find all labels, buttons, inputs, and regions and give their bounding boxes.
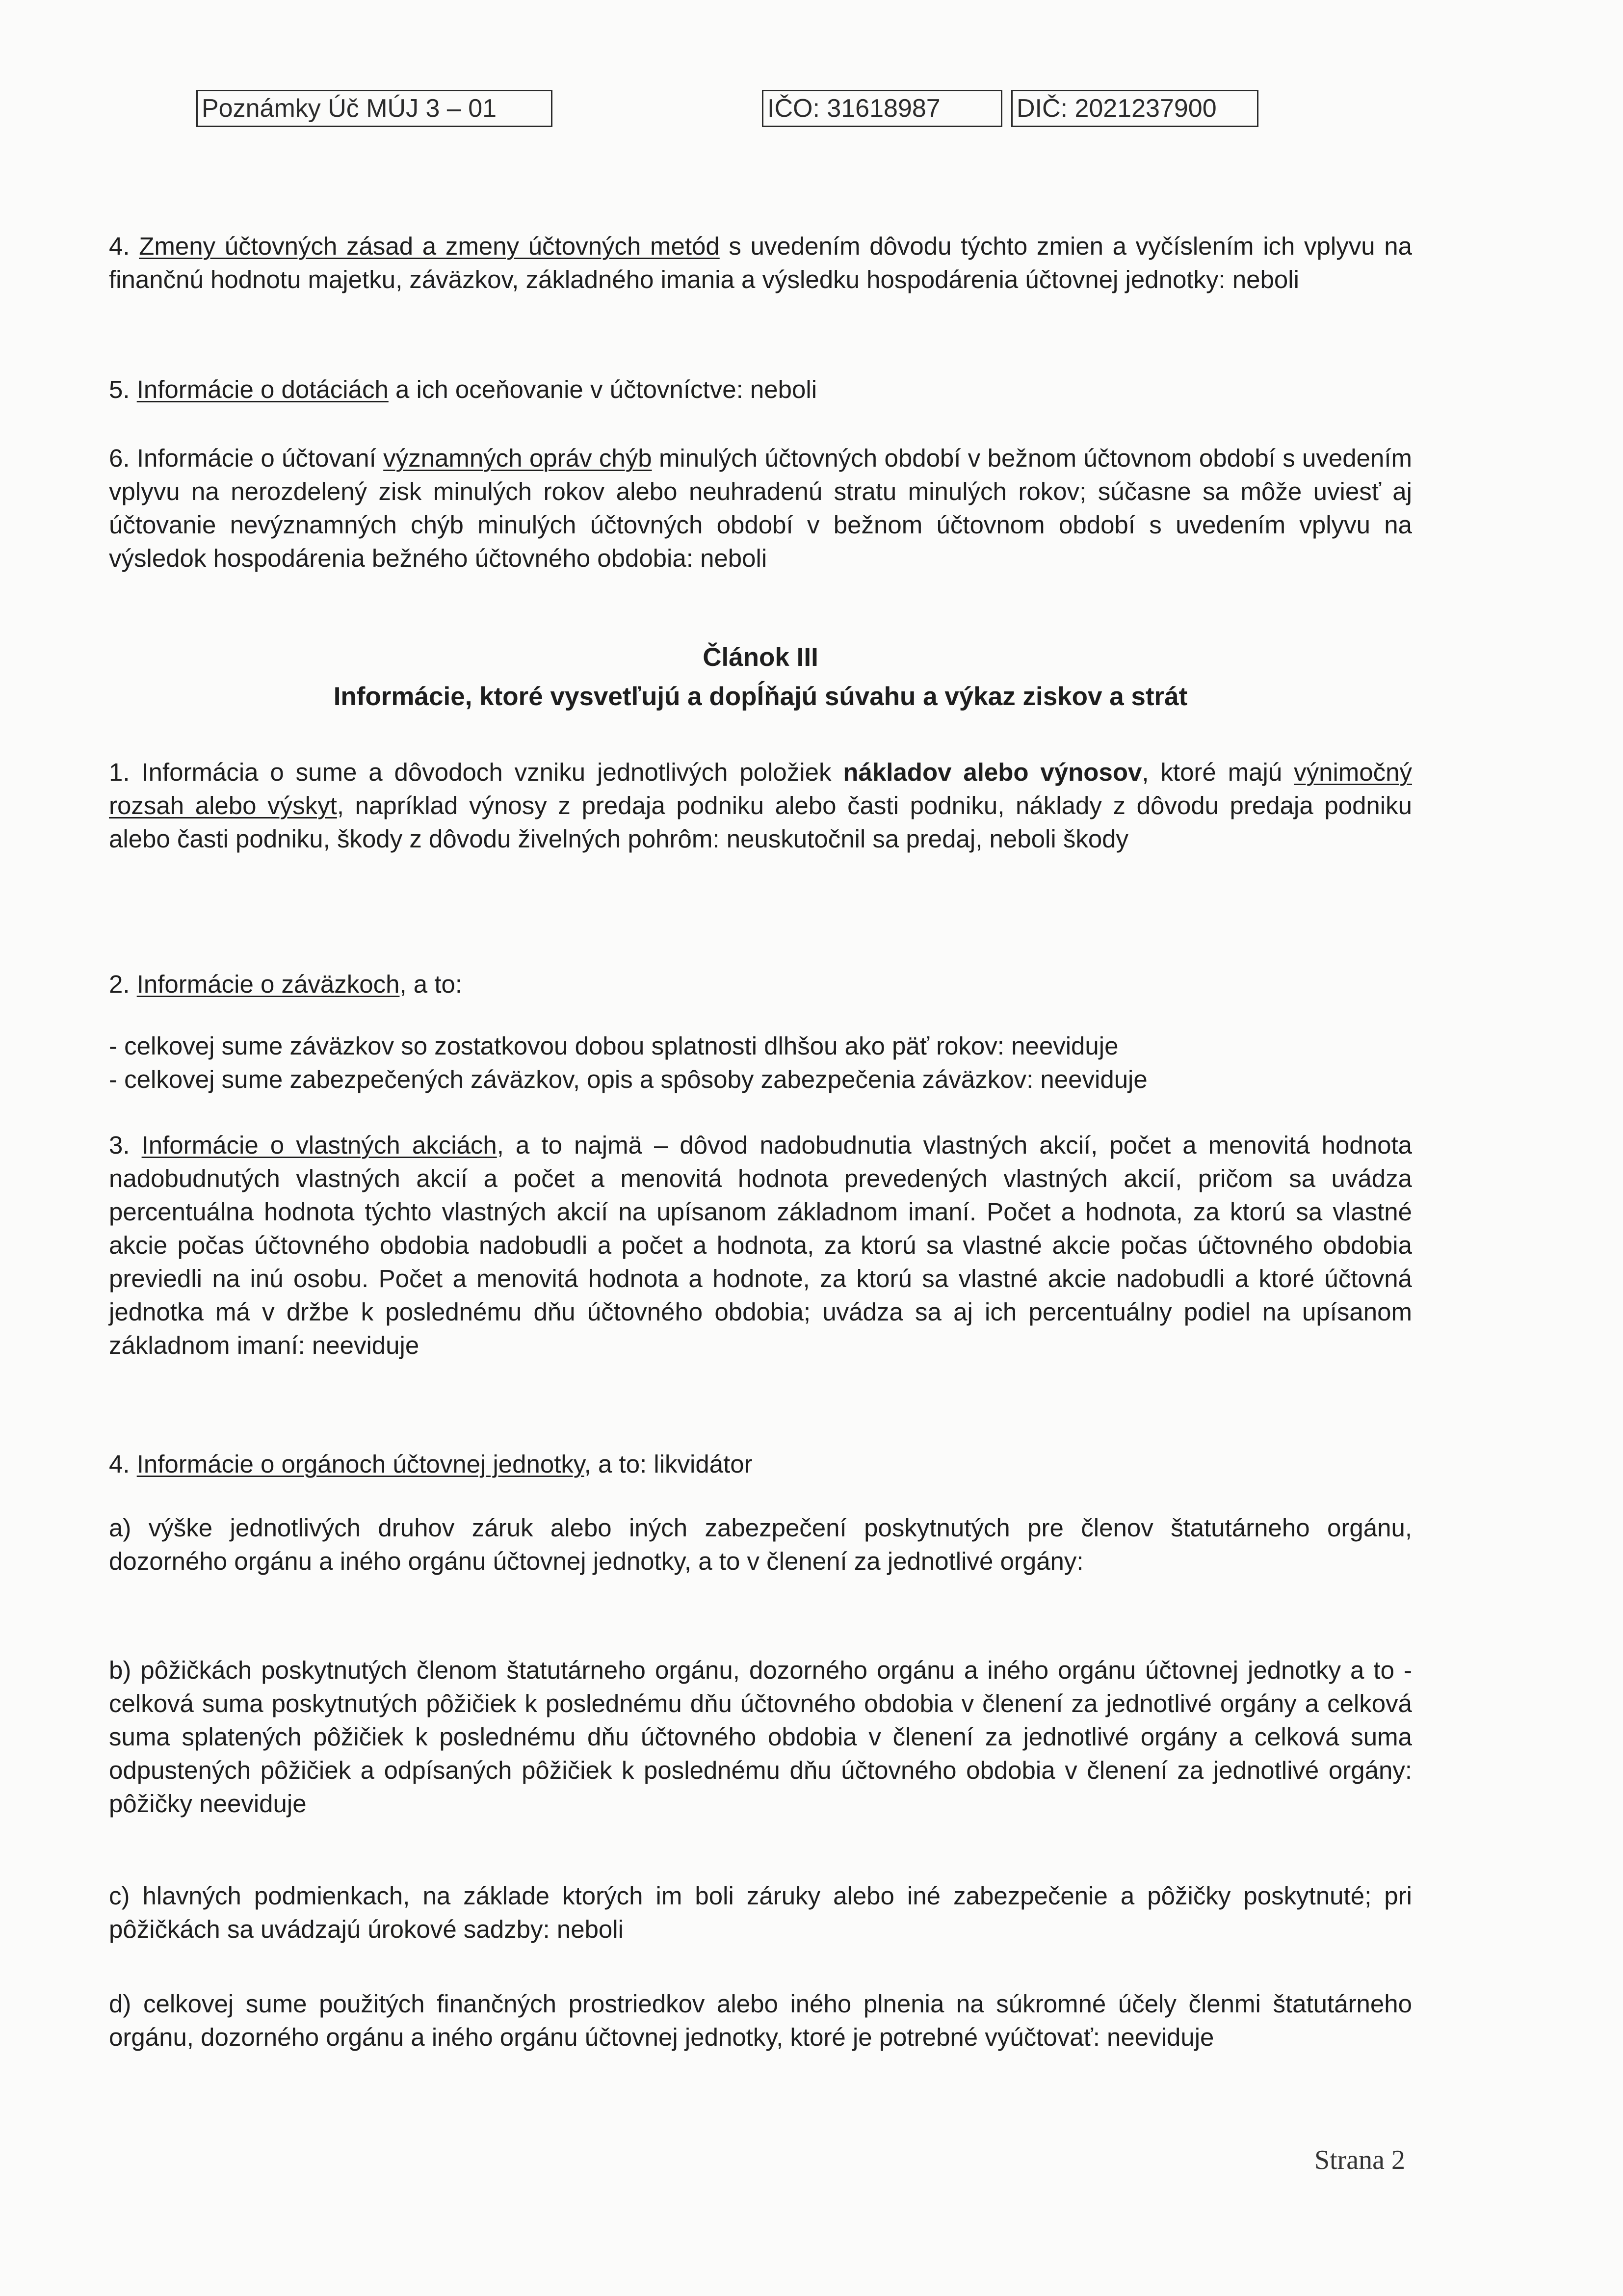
item-1-mid: , ktoré majú: [1142, 758, 1283, 786]
item-2-line-2: - celkovej sume zabezpečených záväzkov, opis a spôsoby zabezpečenia záväzkov: neeviduje: [109, 1065, 1148, 1093]
item-3-paragraph: [109, 1129, 1412, 1362]
item-4-text: , a to: likvidátor: [584, 1450, 753, 1478]
item-2-line-1: - celkovej sume záväzkov so zostatkovou dobou splatnosti dlhšou ako päť rokov: neeviduje: [109, 1032, 1119, 1060]
section-6-text: minulých účtovných období v bežnom účtovnom období s uvedením vplyvu na nerozdelený zisk minulých rokov alebo neuhradenú stratu minulých rokov; súčasne sa môže uviesť aj účtovanie nevýznamných chýb minulých účtovných období v bežnom účtovnom období s uvedením vplyvu na výsledok hospodárenia bežného účtovného obdobia: neboli: [109, 444, 1412, 572]
article-subtitle: Informácie, ktoré vysvetľujú a dopĺňajú súvahu a výkaz ziskov a strát: [333, 682, 1188, 711]
item-4-a: a) výške jednotlivých druhov záruk alebo iných zabezpečení poskytnutých pre členov štatutárneho orgánu, dozorného orgánu a iného orgánu účtovnej jednotky, a to v členení za jednotlivé orgány:: [109, 1514, 1412, 1575]
section-5-text: a ich oceňovanie v účtovníctve: neboli: [395, 375, 817, 403]
section-5-paragraph: [109, 373, 1412, 406]
item-3-number: 3.: [109, 1131, 130, 1159]
section-4-title: Zmeny účtovných zásad a zmeny účtovných metód: [139, 232, 720, 260]
header-poznamky-box: Poznámky Úč MÚJ 3 – 01: [196, 90, 552, 127]
section-6-paragraph: [109, 442, 1412, 575]
item-1-underlined: výnimočný rozsah alebo výskyt: [109, 758, 1412, 819]
item-4-title: Informácie o orgánoch účtovnej jednotky: [136, 1450, 584, 1478]
section-6-pre: Informácie o účtovaní: [136, 444, 376, 472]
header-ico-box: IČO: 31618987: [762, 90, 1002, 127]
item-1-number: 1.: [109, 758, 130, 786]
item-4-b: b) pôžičkách poskytnutých členom štatutárneho orgánu, dozorného orgánu a iného orgánu účtovnej jednotky a to - celková suma poskytnutých pôžičiek k poslednému dňu účtovného obdobia v členení za jednotlivé orgány a celková suma splatených pôžičiek k poslednému dňu účtovného obdobia v členení za jednotlivé orgány a celková suma odpustených pôžičiek a odpísaných pôžičiek k poslednému dňu účtovného obdobia v členení za jednotlivé orgány: pôžičky neeviduje: [109, 1656, 1412, 1818]
item-3-title: Informácie o vlastných akciách: [141, 1131, 497, 1159]
item-1-pre: Informácia o sume a dôvodoch vzniku jednotlivých položiek: [141, 758, 832, 786]
section-5-number: 5.: [109, 375, 130, 403]
item-2-text: , a to:: [399, 970, 463, 998]
item-2-number: 2.: [109, 970, 130, 998]
item-4-c: c) hlavných podmienkach, na základe ktorých im boli záruky alebo iné zabezpečenie a pôžičky poskytnuté; pri pôžičkách sa uvádzajú úrokové sadzby: neboli: [109, 1882, 1412, 1943]
item-4-d: d) celkovej sume použitých finančných prostriedkov alebo iného plnenia na súkromné účely členmi štatutárneho orgánu, dozorného orgánu a iného orgánu účtovnej jednotky, ktoré je potrebné vyúčtovať: neeviduje: [109, 1990, 1412, 2051]
section-5-title: Informácie o dotáciách: [136, 375, 389, 403]
item-2-title: Informácie o záväzkoch: [136, 970, 400, 998]
section-6-title: významných opráv chýb: [383, 444, 652, 472]
section-4-paragraph: [109, 230, 1412, 296]
item-4-paragraph: [109, 1448, 1412, 1481]
item-2-paragraph: [109, 968, 1412, 1001]
item-1-paragraph: [109, 756, 1412, 856]
header-dic-box: DIČ: 2021237900: [1011, 90, 1258, 127]
section-4-text: s uvedením dôvodu týchto zmien a vyčíslením ich vplyvu na finančnú hodnotu majetku, záväzkov, základného imania a výsledku hospodárenia účtovnej jednotky: neboli: [109, 232, 1413, 293]
article-title: Článok III: [703, 643, 818, 672]
section-6-number: 6.: [109, 444, 130, 472]
page-number: Strana 2: [1314, 2145, 1405, 2175]
item-1-bold: nákladov alebo výnosov: [843, 758, 1142, 786]
item-4-number: 4.: [109, 1450, 130, 1478]
section-4-number: 4.: [109, 232, 130, 260]
item-3-text: , a to najmä – dôvod nadobudnutia vlastných akcií, počet a menovitá hodnota nadobudnutých vlastných akcií a počet a menovitá hodnota prevedených vlastných akcií, pričom sa uvádza percentuálna hodnota týchto vlastných akcií na upísanom základnom imaní. Počet a hodnota, za ktorú sa vlastné akcie počas účtovného obdobia nadobudli a počet a hodnota, za ktorú sa vlastné akcie počas účtovného obdobia previedli na inú osobu. Počet a menovitá hodnota a hodnote, za ktorú sa vlastné akcie nadobudli a ktoré účtovná jednotka má v držbe k poslednému dňu účtovného obdobia; uvádza sa aj ich percentuálny podiel na upísanom základnom imaní: neeviduje: [109, 1131, 1412, 1359]
item-1-text: , napríklad výnosy z predaja podniku alebo časti podniku, náklady z dôvodu predaja podniku alebo časti podniku, škody z dôvodu živelných pohrôm: neuskutočnil sa predaj, neboli škody: [109, 792, 1412, 853]
